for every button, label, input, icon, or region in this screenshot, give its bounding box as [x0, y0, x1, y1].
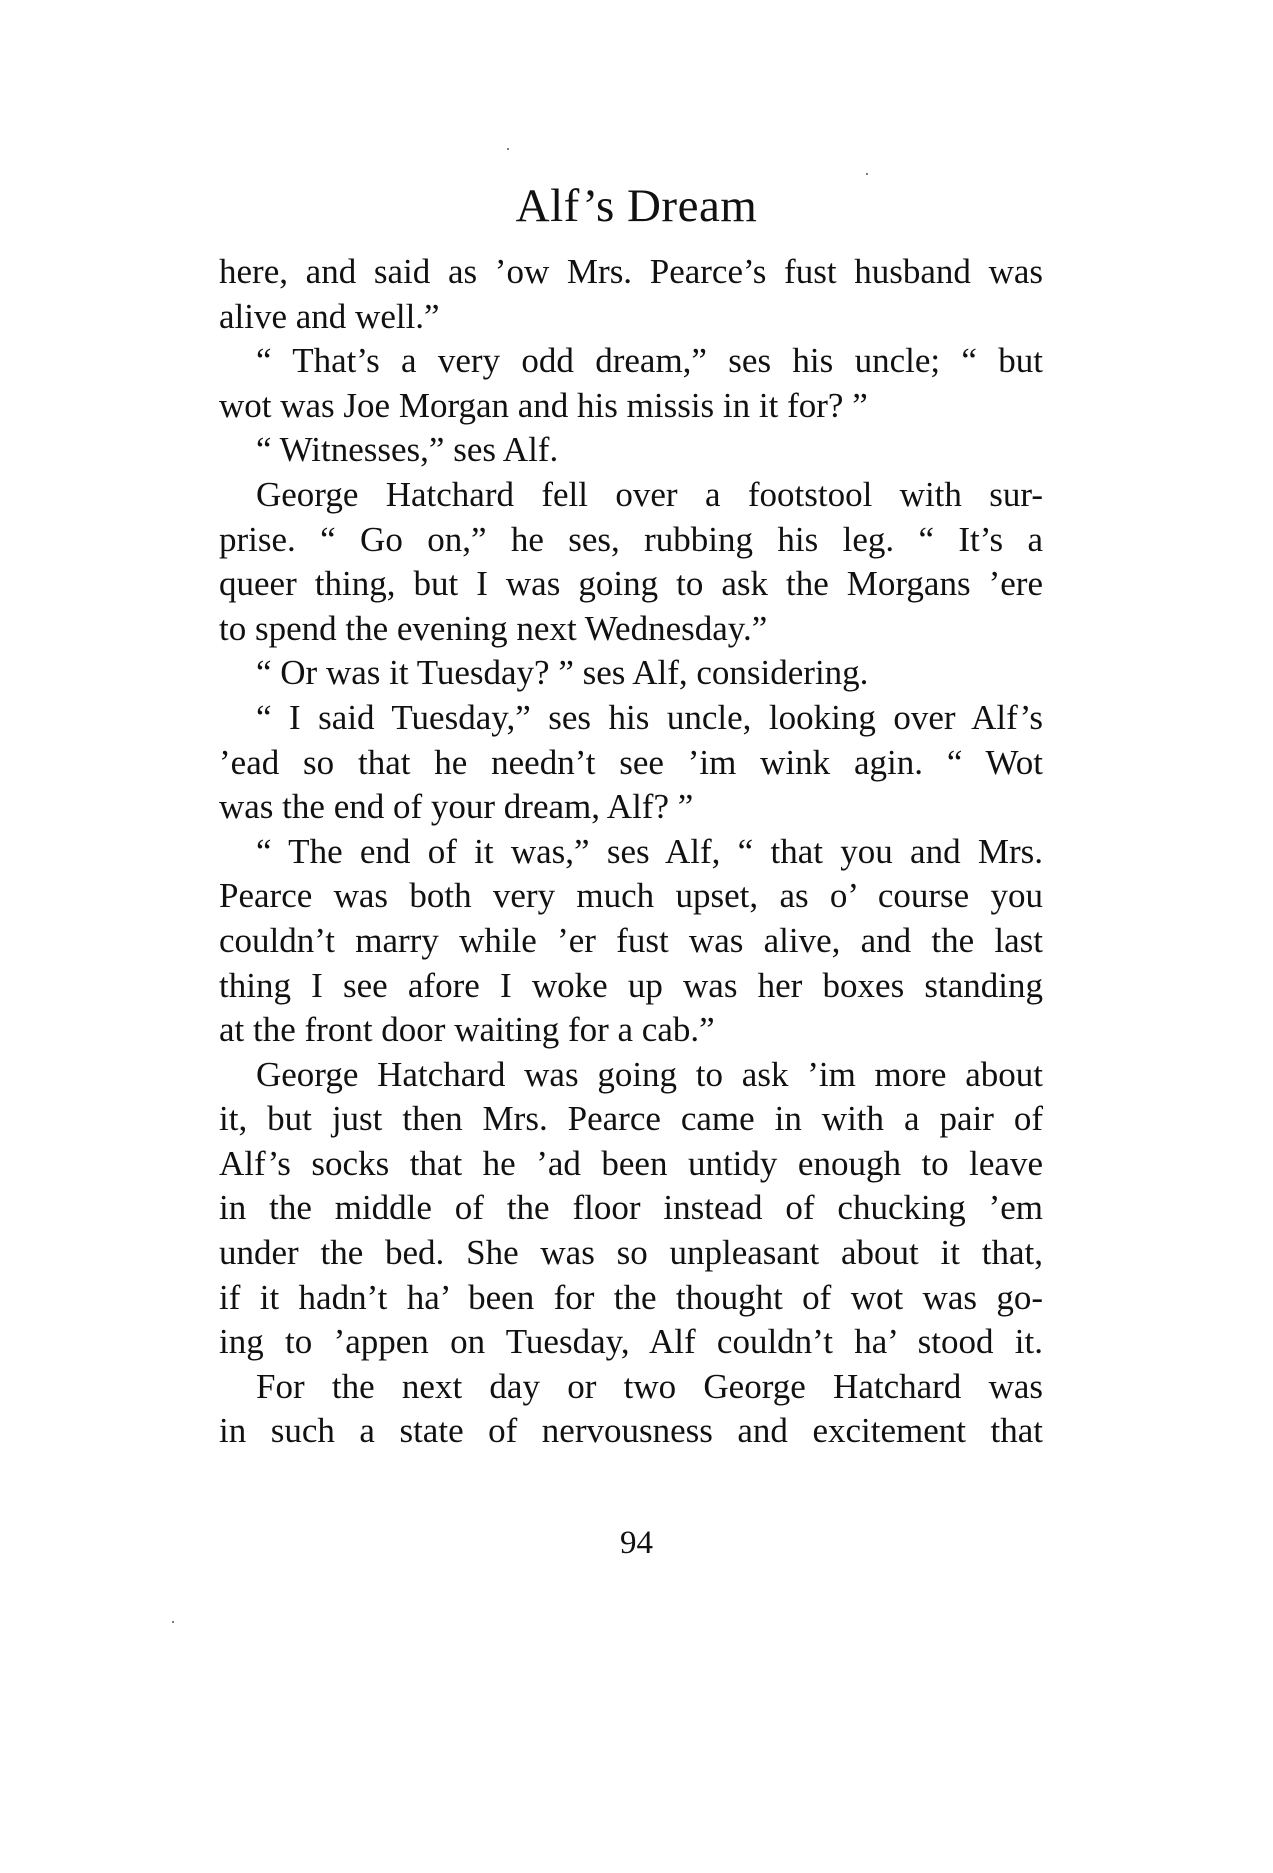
- print-speck: [507, 148, 509, 150]
- text-line: at the front door waiting for a cab.”: [219, 1010, 715, 1050]
- print-speck: [172, 1621, 174, 1623]
- text-line: “ That’s a very odd dream,” ses his uncle; “ but: [256, 341, 1043, 381]
- text-line: in the middle of the floor instead of chucking ’em: [219, 1188, 1043, 1228]
- text-line: “ Or was it Tuesday? ” ses Alf, considering.: [256, 653, 869, 693]
- text-line: “ I said Tuesday,” ses his uncle, looking over Alf’s: [256, 697, 1043, 737]
- page-number: 94: [620, 1525, 653, 1561]
- text-line: in such a state of nervousness and excitement that: [219, 1411, 1043, 1451]
- text-line: was the end of your dream, Alf? ”: [219, 787, 694, 827]
- page-title: Alf’s Dream: [515, 180, 758, 232]
- text-line: George Hatchard fell over a footstool with sur-: [256, 474, 1043, 514]
- text-line: if it hadn’t ha’ been for the thought of wot was go-: [219, 1277, 1043, 1317]
- text-line: Pearce was both very much upset, as o’ course you: [219, 876, 1043, 916]
- text-line: prise. “ Go on,” he ses, rubbing his leg. “ It’s a: [219, 519, 1043, 559]
- text-line: alive and well.”: [219, 296, 440, 336]
- text-line: here, and said as ’ow Mrs. Pearce’s fust husband was: [219, 252, 1043, 291]
- text-line: For the next day or two George Hatchard was: [256, 1366, 1043, 1406]
- text-line: to spend the evening next Wednesday.”: [219, 608, 768, 648]
- text-line: Alf’s socks that he ’ad been untidy enough to leave: [219, 1143, 1043, 1183]
- text-line: ’ead so that he needn’t see ’im wink agin. “ Wot: [219, 742, 1043, 782]
- text-line: couldn’t marry while ’er fust was alive, and the last: [219, 920, 1043, 960]
- text-line: wot was Joe Morgan and his missis in it for? ”: [219, 385, 868, 425]
- text-line: queer thing, but I was going to ask the Morgans ’ere: [219, 564, 1043, 604]
- text-line: thing I see afore I woke up was her boxes standing: [219, 965, 1043, 1005]
- text-line: it, but just then Mrs. Pearce came in with a pair of: [219, 1099, 1043, 1139]
- text-line: ing to ’appen on Tuesday, Alf couldn’t ha’ stood it.: [219, 1322, 1043, 1362]
- text-line: “ Witnesses,” ses Alf.: [256, 430, 559, 470]
- body-text: [219, 250, 1043, 1454]
- text-line: George Hatchard was going to ask ’im more about: [256, 1054, 1043, 1094]
- text-line: “ The end of it was,” ses Alf, “ that you and Mrs.: [256, 831, 1043, 871]
- print-speck: [866, 173, 868, 175]
- text-line: under the bed. She was so unpleasant about it that,: [219, 1233, 1043, 1273]
